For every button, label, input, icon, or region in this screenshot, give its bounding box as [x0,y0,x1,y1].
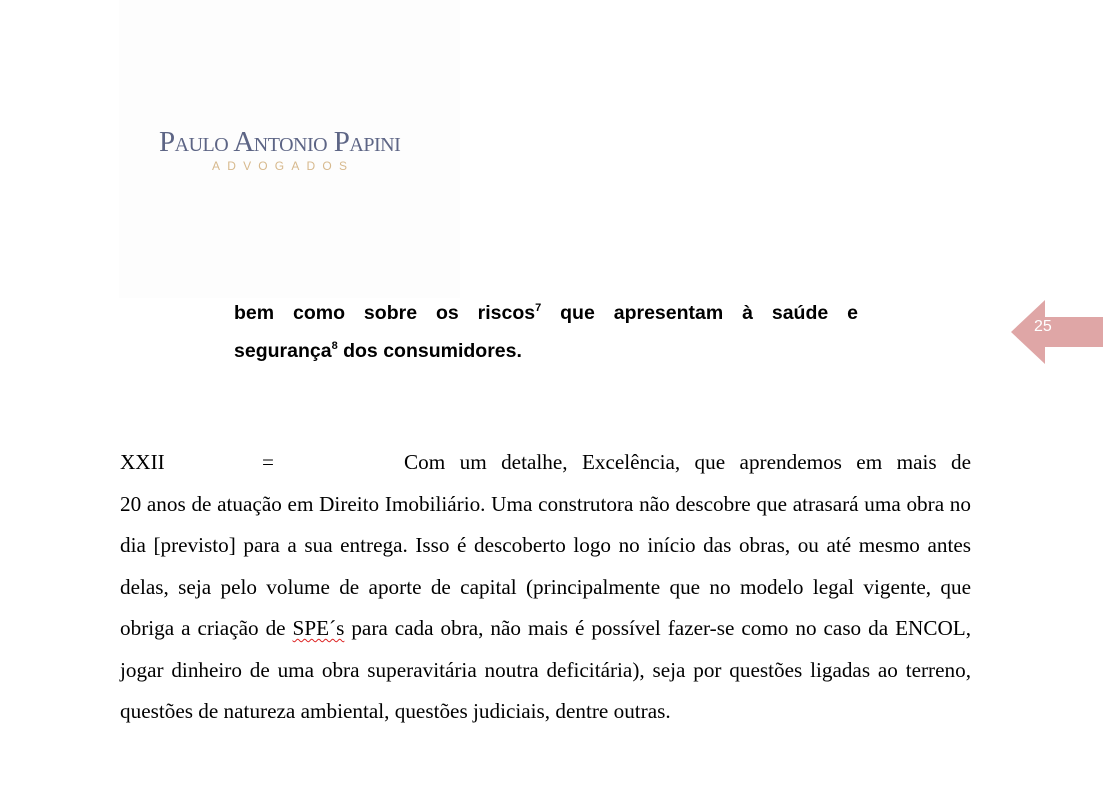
quote-text-part: segurança [234,340,332,362]
logo-subtitle: ADVOGADOS [212,159,355,173]
paragraph-separator: = [262,450,274,474]
footnote-ref[interactable]: 7 [535,302,542,314]
body-paragraph [120,442,971,733]
page-number-arrow-icon [1011,300,1103,364]
spellcheck-word[interactable]: SPE´s [292,616,345,640]
page-number: 25 [1034,318,1052,335]
paragraph-text: 20 anos de atuação em Direito Imobiliário. Uma construtora não descobre que atrasará uma obra no dia [previsto] para a sua entrega. Isso é descoberto logo no início das obras, ou até mesmo antes delas, seja pelo volume de aporte de capital (principalmente que no modelo legal vigente, que obriga a criação de [120,491,971,640]
paragraph-first-line-text: Com um detalhe, Excelência, que aprendemos em mais de [404,450,971,474]
paragraph-text: para cada obra, não mais é possível fazer-se como no caso da ENCOL, jogar dinheiro de uma obra superavitária noutra deficitária), seja por questões ligadas ao terreno, questões de natureza ambiental, questões judiciais, dentre outras. [120,616,971,723]
quote-text-part: dos consumidores. [337,340,522,362]
paragraph-number: XXII [120,450,165,474]
paragraph-first-line [120,442,971,484]
quote-line-1 [234,294,858,332]
quote-text-part: que apresentam à saúde e [541,302,858,324]
logo-name: Paulo Antonio Papini [159,126,401,158]
quote-text-part: bem como sobre os riscos [234,302,536,324]
quoted-text [234,294,858,370]
quote-line-2 [234,340,522,362]
footnote-ref[interactable]: 8 [331,340,338,352]
